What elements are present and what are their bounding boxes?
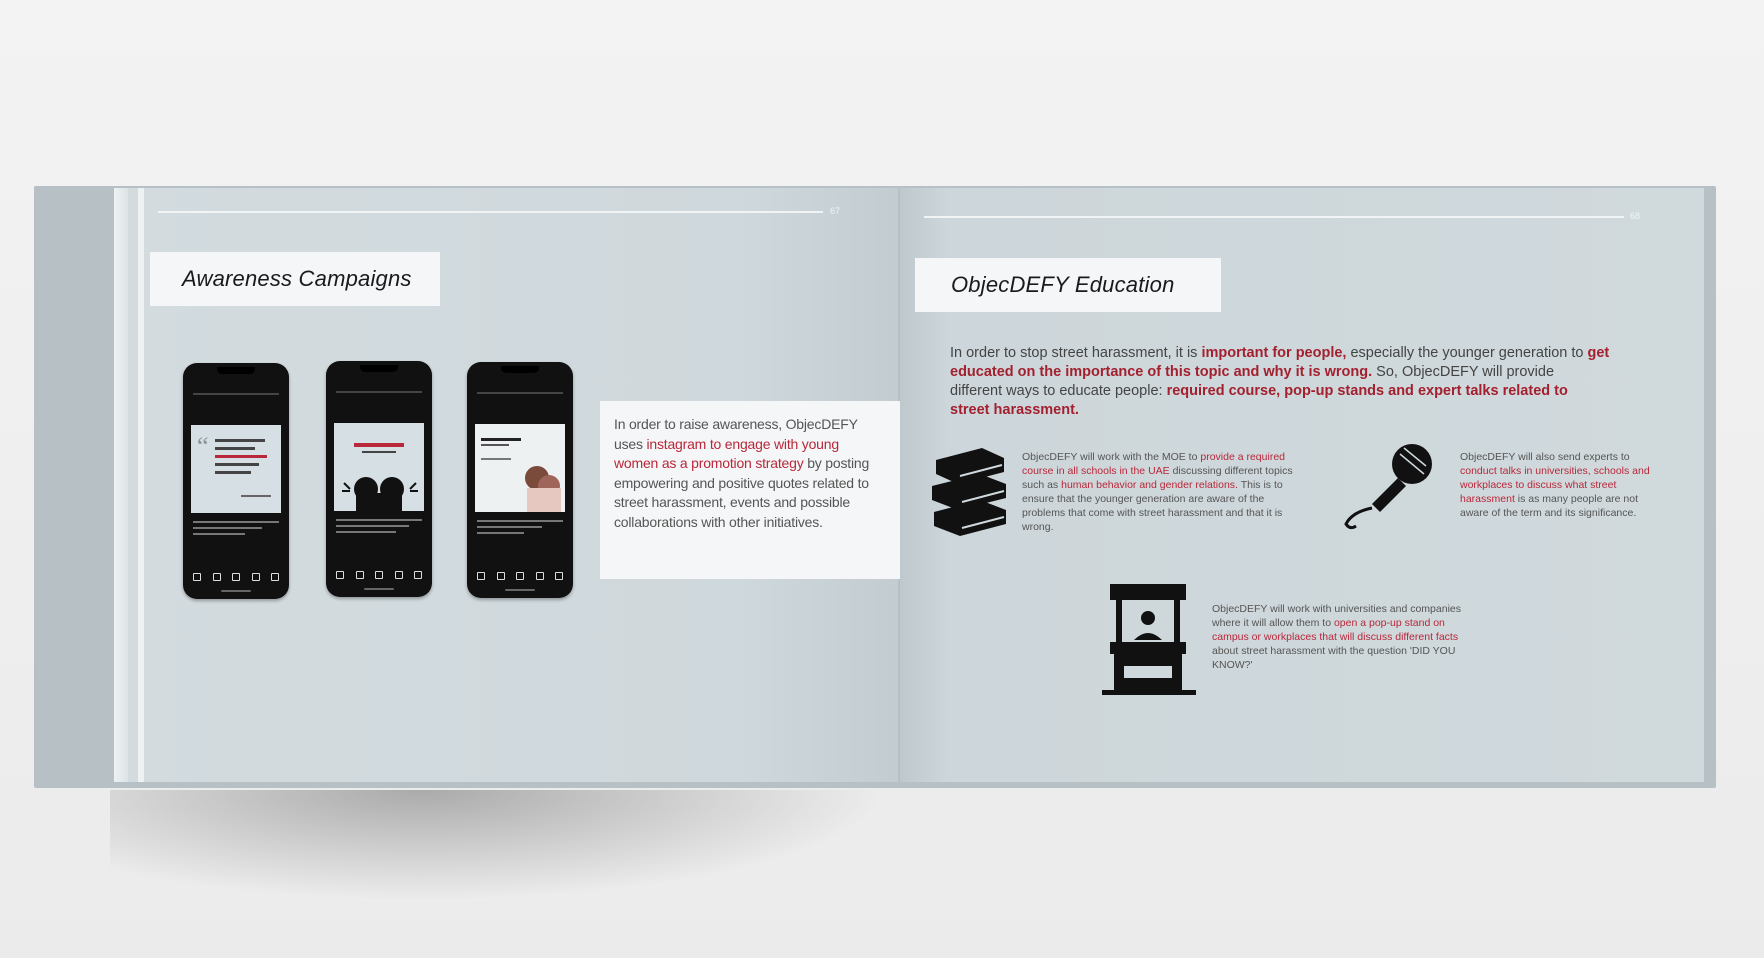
page-number-left: 67 [830, 206, 841, 216]
quote-graphic [191, 425, 281, 513]
popup-stand-icon [1094, 582, 1204, 698]
header-rule-right [924, 216, 1624, 218]
title-box-right [915, 258, 1221, 312]
post-image [334, 423, 424, 511]
page-edge-inner [138, 188, 144, 782]
phone-mockup-3 [467, 362, 573, 598]
microphone-icon [1340, 440, 1440, 530]
phone-mockup-2 [326, 361, 432, 597]
phone-mockup-1 [183, 363, 289, 599]
book-shadow [110, 790, 890, 900]
title-box-left [150, 252, 440, 306]
app-header-bar [477, 392, 563, 394]
app-nav-bar [336, 571, 422, 579]
app-nav-bar [193, 573, 279, 581]
phone-notch [501, 366, 539, 373]
page-edge [114, 188, 128, 782]
post-image [475, 424, 565, 512]
awareness-description: In order to raise awareness, ObjecDEFY uses instagram to engage with young women as a promotion strategy by posting empowering and positive quotes related to street harassment, events and possible collaborations with other initiatives. [614, 416, 870, 530]
share-story-graphic [475, 424, 565, 512]
app-nav-bar [477, 572, 563, 580]
phone-notch [217, 367, 255, 374]
page-title-right: ObjecDEFY Education [951, 272, 1175, 297]
silence-graphic [334, 423, 424, 511]
books-icon [928, 442, 1010, 538]
app-header-bar [193, 393, 279, 395]
home-indicator [505, 589, 535, 591]
header-rule-left [158, 211, 823, 213]
caption-lines [336, 519, 422, 537]
svg-text:“: “ [197, 432, 209, 461]
app-header-bar [336, 391, 422, 393]
home-indicator [221, 590, 251, 592]
phone-notch [360, 365, 398, 372]
caption-lines [193, 521, 279, 539]
page-number-right: 68 [1630, 211, 1641, 221]
caption-lines [477, 520, 563, 538]
course-description: ObjecDEFY will work with the MOE to provide a required course in all schools in the UAE discussing different topics such as human behavior and gender relations. This is to ensure that the younger generation are aware of the problems that come with street harassment and that it is wrong. [1022, 451, 1293, 533]
experts-description: ObjecDEFY will also send experts to conduct talks in universities, schools and workplaces to discuss what street harassment is as many people are not aware of the term and its significance. [1460, 451, 1650, 519]
education-intro: In order to stop street harassment, it is important for people, especially the younger generation to get educated on the importance of this topic and why it is wrong. So, ObjecDEFY will provide different ways to educate people: required course, pop-up stands and expert talks related to street harassment. [950, 345, 1610, 418]
post-image [191, 425, 281, 513]
awareness-description-box [600, 401, 900, 579]
page-title-left: Awareness Campaigns [182, 266, 412, 291]
home-indicator [364, 588, 394, 590]
popup-description: ObjecDEFY will work with universities and companies where it will allow them to open a pop-up stand on campus or workplaces that will discuss different facts about street harassment with the question 'DID YOU KNOW?' [1212, 603, 1461, 671]
